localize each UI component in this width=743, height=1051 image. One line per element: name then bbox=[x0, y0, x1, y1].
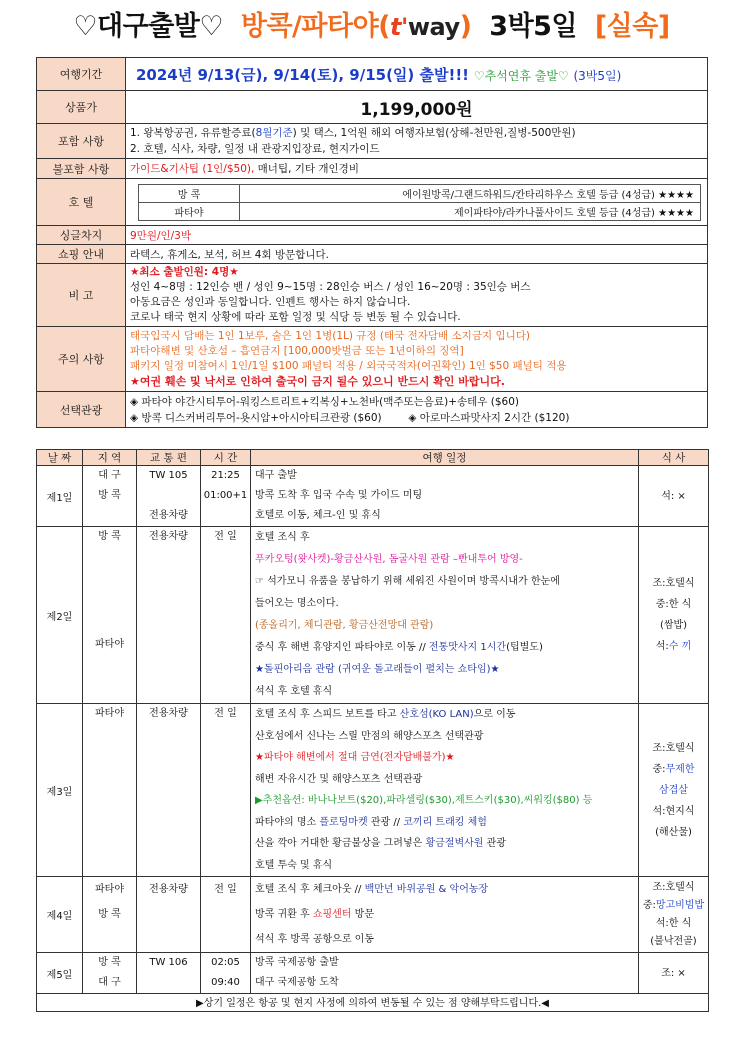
day2-region: 방 콕 파타야 bbox=[83, 527, 137, 704]
info-table bbox=[36, 57, 708, 428]
day1-region: 대 구 방 콕 bbox=[83, 466, 137, 527]
day2-label: 제2일 bbox=[37, 527, 83, 704]
day5-time: 02:05 09:40 bbox=[201, 953, 251, 994]
shopping-value: 라텍스, 휴게소, 보석, 허브 4회 방문합니다. bbox=[126, 245, 708, 264]
header-time: 시 간 bbox=[201, 450, 251, 466]
title-duration: 3박5일 bbox=[489, 11, 578, 42]
included-label: 포함 사항 bbox=[37, 124, 126, 159]
day4-row bbox=[37, 877, 709, 953]
header-region: 지 역 bbox=[83, 450, 137, 466]
day1-transport: TW 105 전용차량 bbox=[137, 466, 201, 527]
day1-itinerary: 대구 출발 방콕 도착 후 입국 수속 및 가이드 미팅 호텔로 이동, 체크-인 및 휴식 bbox=[251, 466, 639, 527]
day5-region: 방 콕 대 구 bbox=[83, 953, 137, 994]
schedule-table bbox=[36, 449, 709, 1012]
day1-meal: 석: × bbox=[639, 466, 709, 527]
day1-time: 21:25 01:00+1 bbox=[201, 466, 251, 527]
day2-itinerary: 호텔 조식 후 푸카오텅(왓사켓)-황금산사원, 돔굴사원 관람 –빤내투어 방영- ☞ 석가모니 유품을 봉납하기 위해 세워진 사원이며 방콕시내가 한눈에 들어오는 명소이다. (종올리기, 체디관람, 황금산전망대 관람) 중식 후 해변 휴양지인 파타야로 이동 // 전통맛사지 1시간(팁별도) ★돌핀아리음 관람 (귀여운 돌고래들이 펼치는 쇼타임)★ 석식 후 호텔 휴식 bbox=[251, 527, 639, 704]
price-value: 1,199,000원 bbox=[126, 91, 708, 124]
day3-time: 전 일 bbox=[201, 704, 251, 877]
single-label: 싱글차지 bbox=[37, 226, 126, 245]
header-date: 날 짜 bbox=[37, 450, 83, 466]
heart-icon: ♡ bbox=[199, 11, 224, 42]
excluded-label: 불포함 사항 bbox=[37, 159, 126, 179]
hotel-value bbox=[126, 179, 708, 226]
day5-itinerary: 방콕 국제공항 출발 대구 국제공항 도착 bbox=[251, 953, 639, 994]
caution-label: 주의 사항 bbox=[37, 327, 126, 392]
caution-value: 태국입국시 담배는 1인 1보루, 술은 1인 1병(1L) 규정 (태국 전자담배 소지금지 입니다) 파타야해변 및 산호섬 – 흡연금지 [100,000밧벌금 또는 1년이하의 징역] 패키지 일정 미참여시 1인/1일 $100 패널티 적용 / 외국국적자(여권확인) 1인 $50 패널티 적용 ★여권 훼손 및 낙서로 인하여 출국이 금지 될수 있으니 반드시 확인 바랍니다. bbox=[126, 327, 708, 392]
shopping-label: 쇼핑 안내 bbox=[37, 245, 126, 264]
excluded-value: 가이드&기사팁 (1인/$50), 매너팁, 기타 개인경비 bbox=[126, 159, 708, 179]
day5-meal: 조: × bbox=[639, 953, 709, 994]
day2-transport: 전용차량 bbox=[137, 527, 201, 704]
period-value: 2024년 9/13(금), 9/14(토), 9/15(일) 출발!!! ♡추석연휴 출발♡ (3박5일) bbox=[126, 58, 708, 91]
day5-row bbox=[37, 953, 709, 994]
day1-label: 제1일 bbox=[37, 466, 83, 527]
notes-label: 비 고 bbox=[37, 264, 126, 327]
title-departure: 대구출발 bbox=[97, 11, 200, 42]
day3-meal: 조:호텔식 중:무제한 삼겹살 석:현지식 (해산물) bbox=[639, 704, 709, 877]
airline-logo: t'way bbox=[390, 13, 460, 41]
title-tag: [실속] bbox=[594, 11, 670, 42]
day5-transport: TW 106 bbox=[137, 953, 201, 994]
day1-row bbox=[37, 466, 709, 527]
page-title: ♡대구출발♡ 방콕/파타야(t'way) 3박5일 [실속] bbox=[73, 11, 670, 42]
day4-meal: 조:호텔식 중:망고비빔밥 석:한 식 (불낙전골) bbox=[639, 877, 709, 953]
day3-transport: 전용차량 bbox=[137, 704, 201, 877]
title-destination: 방콕/파타야( bbox=[240, 11, 391, 42]
single-value: 9만원/인/3박 bbox=[126, 226, 708, 245]
day2-time: 전 일 bbox=[201, 527, 251, 704]
day5-label: 제5일 bbox=[37, 953, 83, 994]
day3-row bbox=[37, 704, 709, 877]
price-label: 상품가 bbox=[37, 91, 126, 124]
day2-meal: 조:호텔식 중:한 식 (쌈밥) 석:수 끼 bbox=[639, 527, 709, 704]
day3-itinerary: 호텔 조식 후 스피드 보트를 타고 산호섬(KO LAN)으로 이동 산호섬에서 신나는 스릴 만점의 해양스포츠 선택관광 ★파타야 해변에서 절대 금연(전자담배불가)★ 해변 자유시간 및 해양스포츠 선택관광 ▶추천옵션: 바나나보트($20),파라셀링($30),제트스키($30),씨워킹($80) 등 파타야의 명소 플로팅마켓 관광 // 코끼리 트래킹 체험 산을 깍아 거대한 황금불상을 그려넣은 황금절벽사원 관광 호텔 투숙 및 휴식 bbox=[251, 704, 639, 877]
header-itinerary: 여행 일정 bbox=[251, 450, 639, 466]
heart-icon: ♡ bbox=[73, 11, 98, 42]
hotel-label: 호 텔 bbox=[37, 179, 126, 226]
day4-region: 파타야 방 콕 bbox=[83, 877, 137, 953]
day2-row bbox=[37, 527, 709, 704]
optional-value: ◈ 파타야 야간시티투어-워킹스트리트+킥복싱+노천바(맥주또는음료)+송테우 ($60) ◈ 방콕 디스커버리투어-욧시암+아시아티크관광 ($60) ◈ 아로마스파맛사지 2시간 ($120) bbox=[126, 392, 708, 428]
header-meal: 식 사 bbox=[639, 450, 709, 466]
included-value: 1. 왕복항공권, 유류할증료(8월기준) 및 택스, 1억원 해외 여행자보험(상해-천만원,질병-500만원) 2. 호텔, 식사, 차량, 일정 내 관광지입장료, 현지가이드 bbox=[126, 124, 708, 159]
day4-time: 전 일 bbox=[201, 877, 251, 953]
optional-label: 선택관광 bbox=[37, 392, 126, 428]
schedule-footer: ▶상기 일정은 항공 및 현지 사정에 의하여 변동될 수 있는 점 양해부탁드립니다.◀ bbox=[37, 994, 709, 1012]
hotel-table: 방 콕 에이원방콕/그랜드하워드/칸타리하우스 호텔 등급 (4성급) ★★★★ 파타야 제이파타야/라카나풀사이드 호텔 등급 (4성급) ★★★★ bbox=[138, 184, 701, 221]
notes-value: ★최소 출발인원: 4명★ 성인 4~8명 : 12인승 밴 / 성인 9~15명 : 28인승 버스 / 성인 16~20명 : 35인승 버스 아동요금은 성인과 동일합니다. 인펜트 행사는 하지 않습니다. 코로나 태국 현지 상황에 따라 포함 일정 및 식당 등 변동 될 수 있습니다. bbox=[126, 264, 708, 327]
period-label: 여행기간 bbox=[37, 58, 126, 91]
day4-transport: 전용차량 bbox=[137, 877, 201, 953]
day4-itinerary: 호텔 조식 후 체크아웃 // 백만년 바위공원 & 악어농장 방콕 귀환 후 쇼핑센터 방문 석식 후 방콕 공항으로 이동 bbox=[251, 877, 639, 953]
day3-region: 파타야 bbox=[83, 704, 137, 877]
day4-label: 제4일 bbox=[37, 877, 83, 953]
day3-label: 제3일 bbox=[37, 704, 83, 877]
header-transport: 교 통 편 bbox=[137, 450, 201, 466]
